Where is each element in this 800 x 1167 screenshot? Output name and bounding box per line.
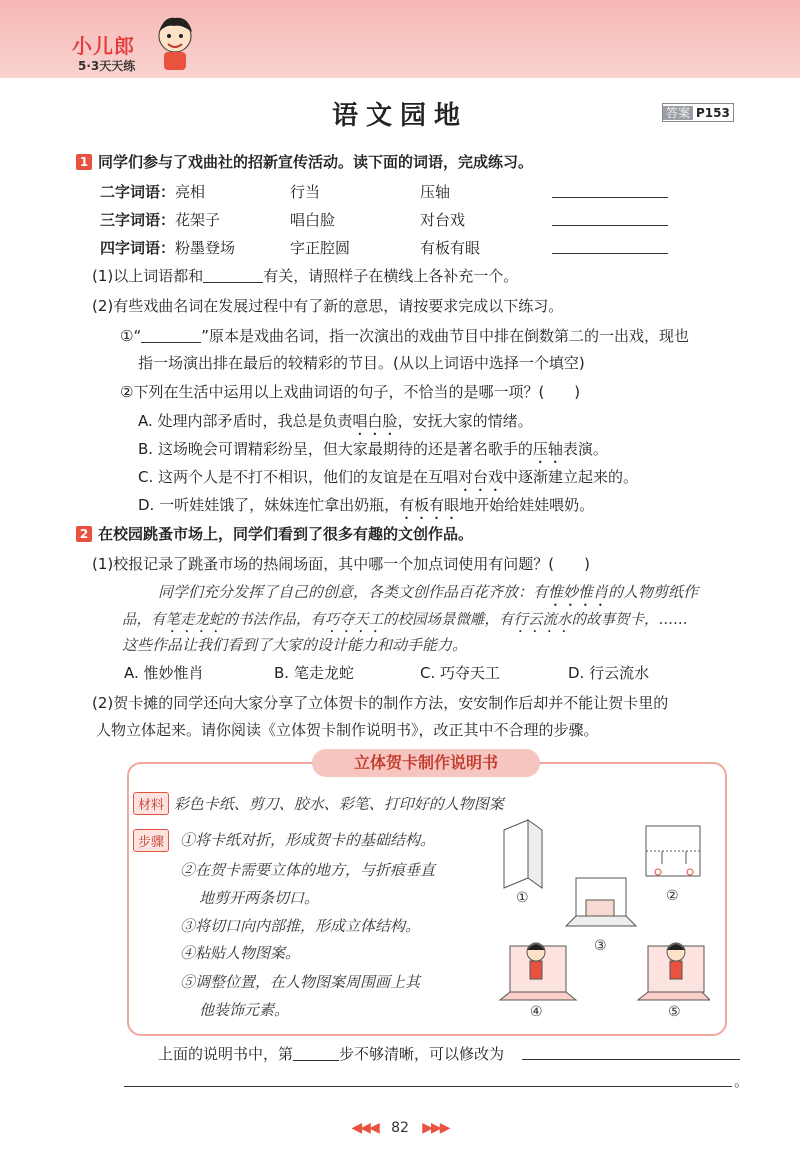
step-1: ①将卡纸对折，形成贺卡的基础结构。 <box>180 831 436 849</box>
q2-part2: (2)贺卡摊的同学还向大家分享了立体贺卡的制作方法，安安制作后却并不能让贺卡里的 <box>92 694 669 712</box>
q2-number: 2 <box>76 526 92 542</box>
figure-5-card <box>638 943 710 1000</box>
answer-label: 答案 <box>663 106 693 120</box>
text: 的校园场景微雕，有 <box>383 612 514 628</box>
text: ①“ <box>120 327 142 345</box>
fig-label-1: ① <box>516 890 529 906</box>
dotted-word: 笔走龙蛇 <box>165 612 224 628</box>
word: 行当 <box>290 183 321 201</box>
revision-line-2[interactable] <box>124 1072 732 1087</box>
answer-line[interactable] <box>552 183 668 198</box>
q1-part2-2: ②下列在生活中运用以上戏曲词语的句子，不恰当的是哪一项？( ) <box>120 383 581 401</box>
q1-part2: (2)有些戏曲名词在发展过程中有了新的意思，请按要求完成以下练习。 <box>92 297 564 315</box>
materials-tag: 材料 <box>133 792 169 815</box>
word: 花架子 <box>175 211 221 229</box>
revision-line[interactable] <box>522 1045 740 1060</box>
figure-2-card <box>646 826 700 876</box>
text: C. 这两个人是不打不相识，他们的友谊是在互唱 <box>138 468 459 486</box>
page-title: 语文园地 <box>331 101 468 131</box>
choice-c[interactable]: C. 巧夺天工 <box>420 664 501 682</box>
option-c[interactable] <box>138 466 638 495</box>
q2-text: 在校园跳蚤市场上，同学们看到了很多有趣的文创作品。 <box>98 525 474 543</box>
page-footer <box>0 1120 800 1136</box>
text: 同学们充分发挥了自己的创意，各类文创作品百花齐放：有 <box>158 583 549 601</box>
row-label: 四字词语： <box>100 239 176 257</box>
passage-line-2 <box>122 608 688 636</box>
series-name: 5·3天天练 <box>78 59 136 73</box>
dotted-word: 对台戏 <box>458 468 504 486</box>
q2-part2-cont: 人物立体起来。请你阅读《立体贺卡制作说明书》，改正其中不合理的步骤。 <box>96 721 599 739</box>
row-label: 二字词语： <box>100 183 176 201</box>
text: 上面的说明书中，第 <box>158 1045 294 1063</box>
q1-heading <box>76 151 533 172</box>
fig-label-5: ⑤ <box>668 1004 681 1020</box>
word: 有板有眼 <box>420 239 481 257</box>
word: 粉墨登场 <box>175 239 236 257</box>
fill-in-sentence <box>158 1043 504 1064</box>
answer-page: P153 <box>696 106 730 120</box>
answer-line[interactable] <box>552 211 668 226</box>
text: 的人物剪纸作 <box>608 583 699 601</box>
materials <box>133 792 504 815</box>
fig-label-3: ③ <box>594 938 607 954</box>
figure-3-card <box>566 878 636 926</box>
option-b[interactable] <box>138 438 608 467</box>
q1-part2-1-cont: 指一场演出排在最后的较精彩的节目。(从以上词语中选择一个填空) <box>138 354 585 372</box>
dotted-word: 行云流水 <box>513 612 572 628</box>
fig-label-2: ② <box>666 888 679 904</box>
text: 中逐渐建立起来的。 <box>503 468 639 486</box>
prev-arrows-icon: ◀◀◀ <box>351 1120 378 1136</box>
step-2-cont: 地剪开两条切口。 <box>199 889 320 907</box>
step-number-blank[interactable] <box>293 1046 339 1061</box>
word: 对台戏 <box>420 211 466 229</box>
dotted-word: 巧夺天工 <box>325 612 383 628</box>
text: 的故事贺卡，…… <box>571 612 688 628</box>
box-title: 立体贺卡制作说明书 <box>312 749 540 777</box>
answer-line[interactable] <box>552 239 668 254</box>
word-row-2 <box>100 209 220 230</box>
word: 唱白脸 <box>290 211 336 229</box>
q1-part1 <box>92 265 518 286</box>
steps-tag-wrap <box>133 829 169 852</box>
choice-d[interactable]: D. 行云流水 <box>568 664 650 682</box>
step-5: ⑤调整位置，在人物图案周围画上其 <box>180 973 421 991</box>
dotted-word: 唱白脸 <box>352 412 398 430</box>
answer-ref <box>662 103 734 122</box>
card-figures <box>490 810 710 1025</box>
passage-line-1 <box>158 581 698 610</box>
figure-4-card <box>500 943 576 1000</box>
text: ，安抚大家的情绪。 <box>397 412 533 430</box>
next-arrows-icon: ▶▶▶ <box>422 1120 449 1136</box>
answer-blank[interactable] <box>141 328 201 343</box>
dotted-word: 惟妙惟肖 <box>548 583 609 601</box>
text: 品，有 <box>122 612 166 628</box>
materials-text: 彩色卡纸、剪刀、胶水、彩笔、打印好的人物图案 <box>173 795 504 813</box>
text: B. 这场晚会可谓精彩纷呈，但大家最期待的还是著名歌手的 <box>138 440 533 458</box>
q2-part1: (1)校报记录了跳蚤市场的热闹场面，其中哪一个加点词使用有问题？( ) <box>92 555 590 573</box>
step-5-cont: 他装饰元素。 <box>199 1001 290 1019</box>
word: 字正腔圆 <box>290 239 351 257</box>
text: 地开始给娃娃喂奶。 <box>459 496 595 514</box>
page-number: 82 <box>391 1120 409 1136</box>
choice-a[interactable]: A. 惟妙惟肖 <box>124 664 204 682</box>
q1-text: 同学们参与了戏曲社的招新宣传活动。读下面的词语，完成练习。 <box>98 153 534 171</box>
mascot-icon <box>152 14 198 72</box>
text: 的书法作品，有 <box>223 612 325 628</box>
text: ”原本是戏曲名词，指一次演出的戏曲节目中排在倒数第二的一出戏，现也 <box>201 327 689 345</box>
q2-heading <box>76 523 473 544</box>
option-d[interactable] <box>138 494 594 523</box>
answer-blank[interactable] <box>203 268 263 283</box>
passage-line-3: 这些作品让我们看到了大家的设计能力和动手能力。 <box>122 636 468 654</box>
text: A. 处理内部矛盾时，我总是负责 <box>138 412 353 430</box>
q1-part2-1 <box>120 325 689 346</box>
figure-1-card <box>504 820 542 888</box>
text: 步不够清晰，可以修改为 <box>339 1045 505 1063</box>
dotted-word: 压轴 <box>532 440 563 458</box>
text: 表演。 <box>562 440 608 458</box>
text: (1)以上词语都和 <box>92 267 204 285</box>
word-row-3 <box>100 237 235 258</box>
period: 。 <box>734 1072 750 1090</box>
option-a[interactable] <box>138 410 533 439</box>
text: 有关，请照样子在横线上各补充一个。 <box>263 267 519 285</box>
word: 亮相 <box>175 183 206 201</box>
step-2: ②在贺卡需要立体的地方，与折痕垂直 <box>180 861 436 879</box>
steps-tag: 步骤 <box>133 829 169 852</box>
q1-number: 1 <box>76 154 92 170</box>
brand-logo: 小儿郎 <box>72 34 135 58</box>
word-row-1 <box>100 181 205 202</box>
choice-b[interactable]: B. 笔走龙蛇 <box>274 664 354 682</box>
step-4: ④粘贴人物图案。 <box>180 944 301 962</box>
step-3: ③将切口向内部推，形成立体结构。 <box>180 917 421 935</box>
word: 压轴 <box>420 183 451 201</box>
text: D. 一听娃娃饿了，妹妹连忙拿出奶瓶， <box>138 496 400 514</box>
row-label: 三字词语： <box>100 211 176 229</box>
fig-label-4: ④ <box>530 1004 543 1020</box>
dotted-word: 有板有眼 <box>399 496 460 514</box>
